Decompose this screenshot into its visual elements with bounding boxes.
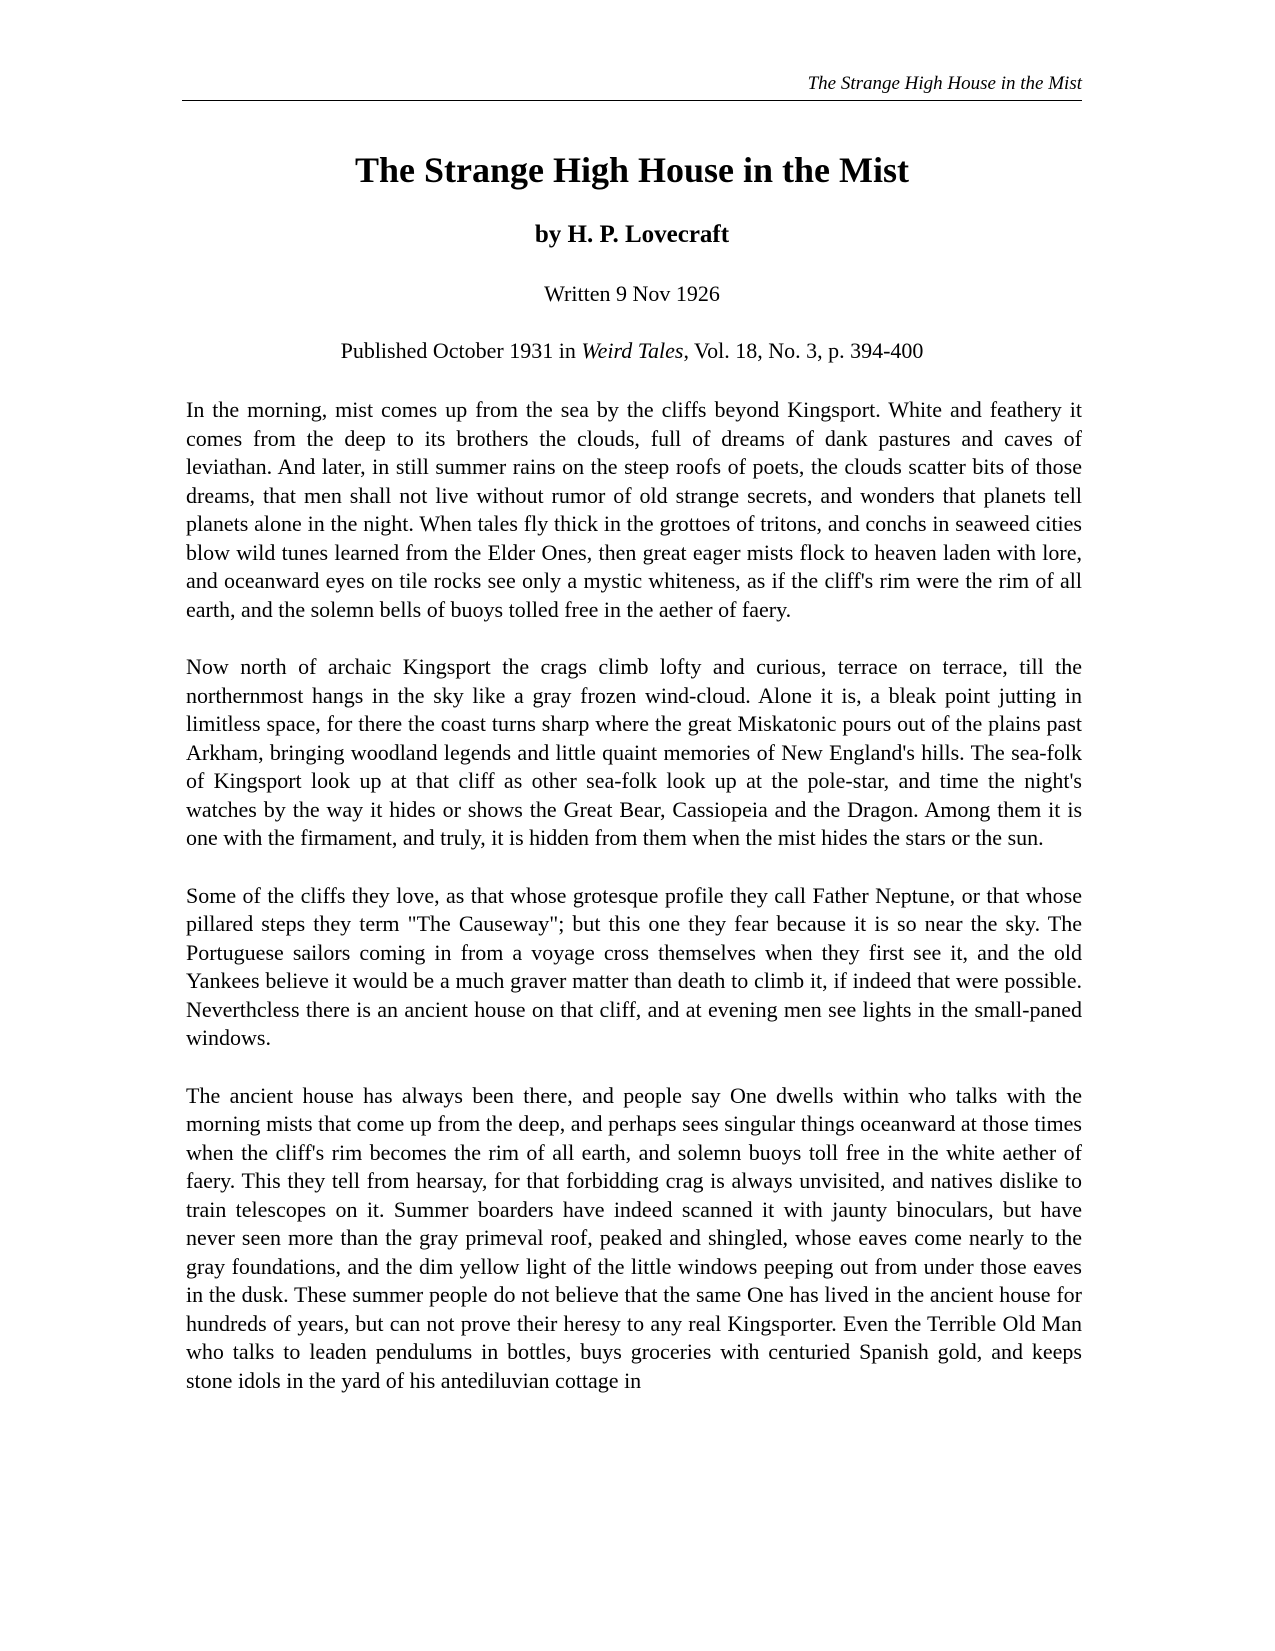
paragraph-2: Now north of archaic Kingsport the crags climb lofty and curious, terrace on terrace, till the northernmost hangs in the sky like a gray frozen wind-cloud. Alone it is, a bleak point jutting in limitless space, for there the coast turns sharp where the great Miskatonic pours out of the plains past Arkham, bringing woodland legends and little quaint memories of New England's hills. The sea-folk of Kingsport look up at that cliff as other sea-folk look up at the pole-star, and time the night's watches by the way it hides or shows the Great Bear, Cassiopeia and the Dragon. Among them it is one with the firmament, and truly, it is hidden from them when the mist hides the stars or the sun. <box>186 654 1082 850</box>
publication-prefix: Published October 1931 in <box>340 338 582 363</box>
running-header <box>182 72 1082 101</box>
story-title: The Strange High House in the Mist <box>354 150 910 190</box>
author-byline: by H. P. Lovecraft <box>534 221 730 248</box>
publication-details: , Vol. 18, No. 3, p. 394-400 <box>683 338 924 363</box>
magazine-name: Weird Tales <box>581 338 684 363</box>
running-header-title: The Strange High House in the Mist <box>807 73 1082 94</box>
paragraph-1: In the morning, mist comes up from the sea by the cliffs beyond Kingsport. White and feathery it comes from the deep to its brothers the clouds, full of dreams of dank pastures and caves of leviathan. And later, in still summer rains on the steep roofs of poets, the clouds scatter bits of those dreams, that men shall not live without rumor of old strange secrets, and wonders that planets tell planets alone in the night. When tales fly thick in the grottoes of tritons, and conchs in seaweed cities blow wild tunes learned from the Elder Ones, then great eager mists flock to heaven laden with lore, and oceanward eyes on tile rocks see only a mystic whiteness, as if the cliff's rim were the rim of all earth, and the solemn bells of buoys tolled free in the aether of faery. <box>186 397 1082 622</box>
paragraph-4: The ancient house has always been there, and people say One dwells within who talks with the morning mists that come up from the deep, and perhaps sees singular things oceanward at those times when the cliff's rim becomes the rim of all earth, and solemn buoys toll free in the white aether of faery. This they tell from hearsay, for that forbidding crag is always unvisited, and natives dislike to train telescopes on it. Summer boarders have indeed scanned it with jaunty binoculars, but have never seen more than the gray primeval roof, peaked and shingled, whose eaves come nearly to the gray foundations, and the dim yellow light of the little windows peeping out from under those eaves in the dusk. These summer people do not believe that the same One has lived in the ancient house for hundreds of years, but can not prove their heresy to any real Kingsporter. Even the Terrible Old Man who talks to leaden pendulums in bottles, buys groceries with centuried Spanish gold, and keeps stone idols in the yard of his antediluvian cottage in <box>186 1082 1082 1393</box>
story-body <box>186 396 1082 1424</box>
written-date: Written 9 Nov 1926 <box>544 281 720 306</box>
publication-info <box>182 337 1082 365</box>
paragraph-3: Some of the cliffs they love, as that whose grotesque profile they call Father Neptune, or that whose pillared steps they term "The Causeway"; but this one they fear because it is so near the sky. The Portuguese sailors coming in from a voyage cross themselves when they first see it, and the old Yankees believe it would be a much graver matter than death to climb it, if indeed that were possible. Neverthcless there is an ancient house on that cliff, and at evening men see lights in the small-paned windows. <box>186 882 1082 1050</box>
